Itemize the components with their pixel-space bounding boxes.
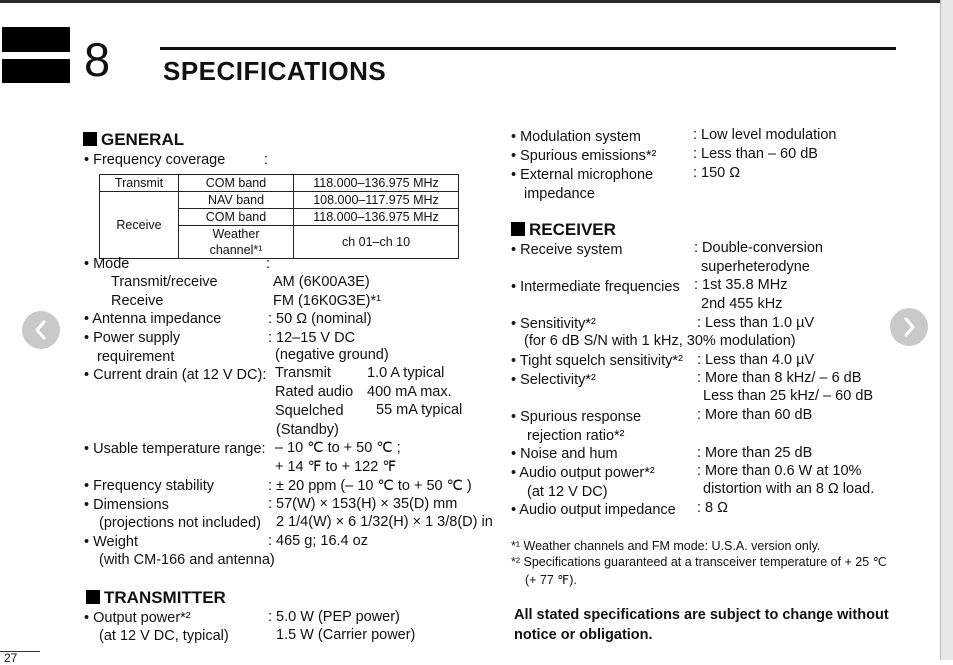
spec-value: Rated audio (275, 384, 354, 400)
spec-value: Squelched (275, 403, 344, 419)
table-cell: 118.000–136.975 MHz (294, 175, 459, 192)
chevron-left-icon (32, 319, 50, 341)
chapter-marker-bar (2, 27, 70, 52)
spec-label: (at 12 V DC, typical) (99, 628, 229, 644)
footnote: *¹ Weather channels and FM mode: U.S.A. version only. (511, 539, 821, 553)
frequency-table (99, 174, 459, 259)
spec-value: : 57(W) × 153(H) × 35(D) mm (268, 496, 458, 512)
spec-colon: : (264, 152, 269, 168)
spec-label: • Spurious emissions*² (511, 148, 657, 164)
spec-label: • Receive system (511, 242, 623, 258)
spec-value: : Double-conversion (694, 240, 823, 256)
spec-value: superheterodyne (701, 259, 810, 275)
spec-label: • Weight (84, 534, 138, 550)
title-rule (160, 47, 896, 50)
spec-value: FM (16K0G3E)*¹ (273, 293, 381, 309)
next-page-button[interactable] (890, 308, 928, 346)
spec-value: distortion with an 8 Ω load. (703, 481, 875, 497)
spec-value: 2 1/4(W) × 6 1/32(H) × 1 3/8(D) in (276, 514, 493, 530)
table-cell: COM band (179, 175, 294, 192)
spec-value: : More than 60 dB (697, 407, 813, 423)
spec-value: : More than 0.6 W at 10% (697, 463, 862, 479)
footnote: *² Specifications guaranteed at a transceiver temperature of + 25 ℃ (511, 555, 887, 569)
table-cell: Receive (100, 192, 179, 259)
spec-value: 1.5 W (Carrier power) (276, 627, 416, 643)
section-heading-transmitter: TRANSMITTER (86, 588, 226, 608)
spec-value: : Less than – 60 dB (693, 146, 818, 162)
spec-label: • Selectivity*² (511, 372, 596, 388)
spec-label: (at 12 V DC) (527, 484, 608, 500)
spec-label: (projections not included) (99, 515, 262, 531)
spec-value: 55 mA typical (376, 402, 463, 418)
spec-label: Transmit/receive (111, 274, 218, 290)
spec-colon: : (266, 256, 271, 272)
table-cell: NAV band (179, 192, 294, 209)
disclaimer: notice or obligation. (514, 627, 653, 643)
chevron-right-icon (900, 316, 918, 338)
section-heading-receiver: RECEIVER (511, 220, 616, 240)
heading-square-icon (86, 590, 100, 604)
heading-square-icon (511, 222, 525, 236)
page-number: 27 (4, 651, 18, 665)
spec-value: : 50 Ω (nominal) (268, 311, 372, 327)
spec-label: (with CM-166 and antenna) (99, 552, 275, 568)
spec-value: + 14 ℉ to + 122 ℉ (275, 459, 397, 475)
spec-value: AM (6K00A3E) (273, 274, 370, 290)
spec-value: Transmit (275, 365, 331, 381)
spec-label: • Frequency stability (84, 478, 214, 494)
spec-value: (negative ground) (275, 347, 389, 363)
heading-square-icon (83, 132, 97, 146)
spec-label: • Tight squelch sensitivity*² (511, 353, 683, 369)
spec-label: requirement (97, 349, 175, 365)
spec-label: rejection ratio*² (527, 428, 625, 444)
section-heading-general: GENERAL (83, 130, 184, 150)
chapter-number: 8 (84, 33, 111, 86)
spec-label: • Sensitivity*² (511, 316, 596, 332)
spec-value: : More than 8 kHz/ – 6 dB (697, 370, 862, 386)
spec-value: – 10 ℃ to + 50 ℃ ; (275, 440, 401, 456)
spec-value: : 150 Ω (693, 165, 741, 181)
page-title: SPECIFICATIONS (163, 56, 387, 86)
spec-label: • Output power*² (84, 610, 191, 626)
spec-label: • Power supply (84, 330, 181, 346)
spec-label: • Antenna impedance (84, 311, 222, 327)
spec-label: impedance (524, 186, 595, 202)
spec-label: • Audio output impedance (511, 502, 676, 518)
spec-value: : Low level modulation (693, 127, 837, 143)
table-cell: Transmit (100, 175, 179, 192)
footnote: (+ 77 ℉). (525, 573, 577, 587)
spec-label: • Spurious response (511, 409, 642, 425)
spec-value: : 1st 35.8 MHz (694, 277, 788, 293)
spec-value: : 5.0 W (PEP power) (268, 609, 400, 625)
spec-value: 2nd 455 kHz (701, 296, 783, 312)
spec-value: Less than 25 kHz/ – 60 dB (703, 388, 874, 404)
spec-label: • Audio output power*² (511, 465, 655, 481)
spec-value: : More than 25 dB (697, 445, 813, 461)
spec-label: • Noise and hum (511, 446, 618, 462)
window-top-border (0, 0, 953, 3)
spec-value: (Standby) (276, 422, 339, 438)
spec-label: • Frequency coverage (84, 152, 226, 168)
spec-label: • Intermediate frequencies (511, 279, 680, 295)
table-cell: 118.000–136.975 MHz (294, 209, 459, 226)
disclaimer: All stated specifications are subject to change without (514, 607, 889, 623)
spec-value: : 12–15 V DC (268, 330, 356, 346)
spec-label: • Dimensions (84, 497, 169, 513)
spec-label: • Current drain (at 12 V DC): (84, 367, 267, 383)
prev-page-button[interactable] (22, 311, 60, 349)
table-cell: COM band (179, 209, 294, 226)
spec-value: : ± 20 ppm (– 10 ℃ to + 50 ℃ ) (268, 478, 472, 494)
spec-label: • External microphone (511, 167, 654, 183)
spec-label: • Modulation system (511, 129, 641, 145)
table-cell: Weather channel*¹ (179, 226, 294, 259)
chapter-marker-bar (2, 59, 70, 83)
scrollbar[interactable] (940, 0, 953, 660)
spec-value: : 465 g; 16.4 oz (268, 533, 368, 549)
spec-value: : 8 Ω (697, 500, 728, 516)
table-cell: ch 01–ch 10 (294, 226, 459, 259)
table-cell: 108.000–117.975 MHz (294, 192, 459, 209)
spec-label: • Mode (84, 256, 130, 272)
spec-label: • Usable temperature range: (84, 441, 266, 457)
spec-note: (for 6 dB S/N with 1 kHz, 30% modulation) (524, 333, 796, 349)
spec-value: : Less than 1.0 µV (697, 315, 815, 331)
spec-value: : Less than 4.0 µV (697, 352, 815, 368)
spec-value: 400 mA max. (367, 384, 452, 400)
spec-label: Receive (111, 293, 164, 309)
spec-value: 1.0 A typical (367, 365, 445, 381)
